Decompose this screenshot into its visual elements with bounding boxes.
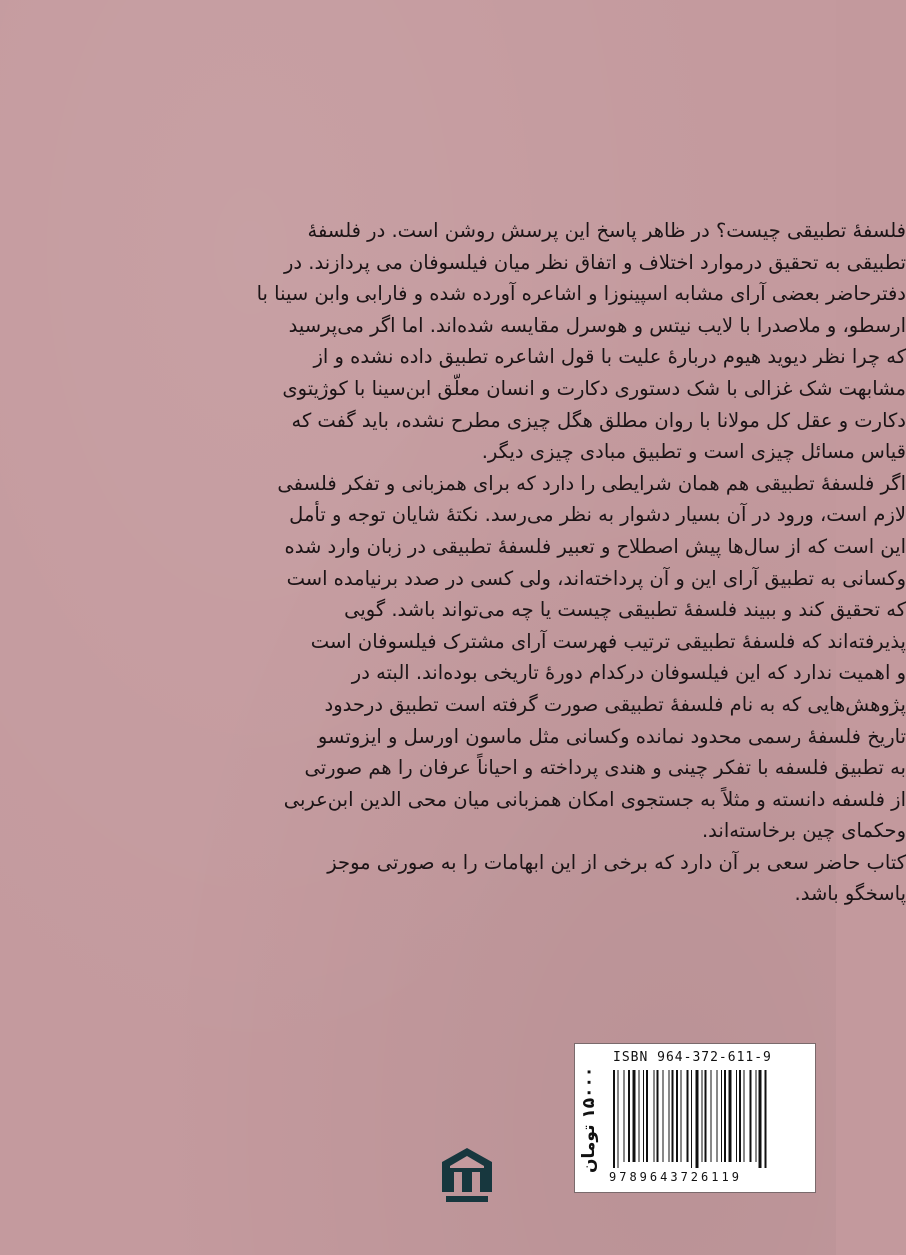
publisher-logo-icon [436, 1144, 498, 1206]
blurb-paragraph-2 [178, 468, 906, 847]
blurb-line: پژوهش‌هایی که به نام فلسفهٔ تطبیقی صورت گرفته است تطبیق درحدود [324, 692, 906, 716]
blurb-paragraph-1 [178, 215, 906, 468]
blurb-line: پاسخگو باشد. [794, 882, 906, 906]
blurb-line: تاریخ فلسفهٔ رسمی محدود نمانده وکسانی مثل ماسون اورسل و ایزوتسو [317, 724, 906, 748]
blurb-line: مشابهت شک غزالی با شک دستوری دکارت و انسان معلّق ابن‌سینا با کوژیتوی [282, 376, 906, 400]
blurb-line: به تطبیق فلسفه با تفکر چینی و هندی پرداخته و احیاناً عرفان را هم صورتی [304, 756, 906, 780]
blurb-line: تطبیقی به تحقیق درموارد اختلاف و اتفاق نظر میان فیلسوفان می پردازند. در [284, 250, 906, 274]
blurb-line: که چرا نظر دیوید هیوم دربارهٔ علیت با قول اشاعره تطبیق داده نشده و از [313, 345, 906, 369]
blurb-line: این است که از سال‌ها پیش اصطلاح و تعبیر فلسفهٔ تطبیقی در زبان وارد شده [284, 534, 906, 558]
blurb-line: پذیرفته‌اند که فلسفهٔ تطبیقی ترتیب فهرست آرای مشترک فیلسوفان است [310, 629, 906, 653]
blurb-line: وکسانی به تطبیق آرای این و آن پرداخته‌اند، ولی کسی در صدد برنیامده است [286, 566, 906, 590]
isbn-label: ISBN 964-372-611-9 [613, 1050, 772, 1065]
blurb-line: فلسفهٔ تطبیقی چیست؟ در ظاهر پاسخ این پرسش روشن است. در فلسفهٔ [307, 219, 906, 242]
blurb-line: دکارت و عقل کل مولانا با روان مطلق هگل چیزی مطرح نشده، باید گفت که [291, 408, 906, 432]
barcode-digits: 9789643726119 [609, 1170, 742, 1184]
blurb-paragraph-3 [178, 847, 906, 910]
blurb-line: از فلسفه دانسته و مثلاً به جستجوی امکان همزبانی میان محی الدین ابن‌عربی [283, 787, 906, 811]
blurb-line: که تحقیق کند و ببیند فلسفهٔ تطبیقی چیست یا چه می‌تواند باشد. گویی [344, 598, 906, 622]
blurb-line: دفترحاضر بعضی آرای مشابه اسپینوزا و اشاعره آورده شده و فارابی وابن سینا با [256, 282, 906, 306]
barcode-sticker [574, 1043, 816, 1193]
blurb-line: اگر فلسفهٔ تطبیقی هم همان شرایطی را دارد که برای همزبانی و تفکر فلسفی [277, 471, 906, 495]
blurb-line: و اهمیت ندارد که این فیلسوفان درکدام دورهٔ تاریخی بوده‌اند. البته در [351, 661, 906, 685]
cover-blurb [178, 215, 906, 910]
blurb-line: کتاب حاضر سعی بر آن دارد که برخی از این ابهامات را به صورتی موجز [327, 850, 906, 874]
price-label: ۱۵۰۰۰ تومان [579, 1066, 599, 1174]
blurb-line: وحکمای چین برخاسته‌اند. [701, 819, 906, 843]
blurb-line: قیاس مسائل چیزی است و تطبیق مبادی چیزی دیگر. [481, 440, 906, 464]
blurb-line: ارسطو، و ملاصدرا با لایب نیتس و هوسرل مقایسه شده‌اند. اما اگر می‌پرسید [288, 313, 906, 337]
barcode-icon [611, 1070, 807, 1168]
blurb-line: لازم است، ورود در آن بسیار دشوار به نظر می‌رسد. نکتهٔ شایان توجه و تأمل [289, 503, 906, 527]
